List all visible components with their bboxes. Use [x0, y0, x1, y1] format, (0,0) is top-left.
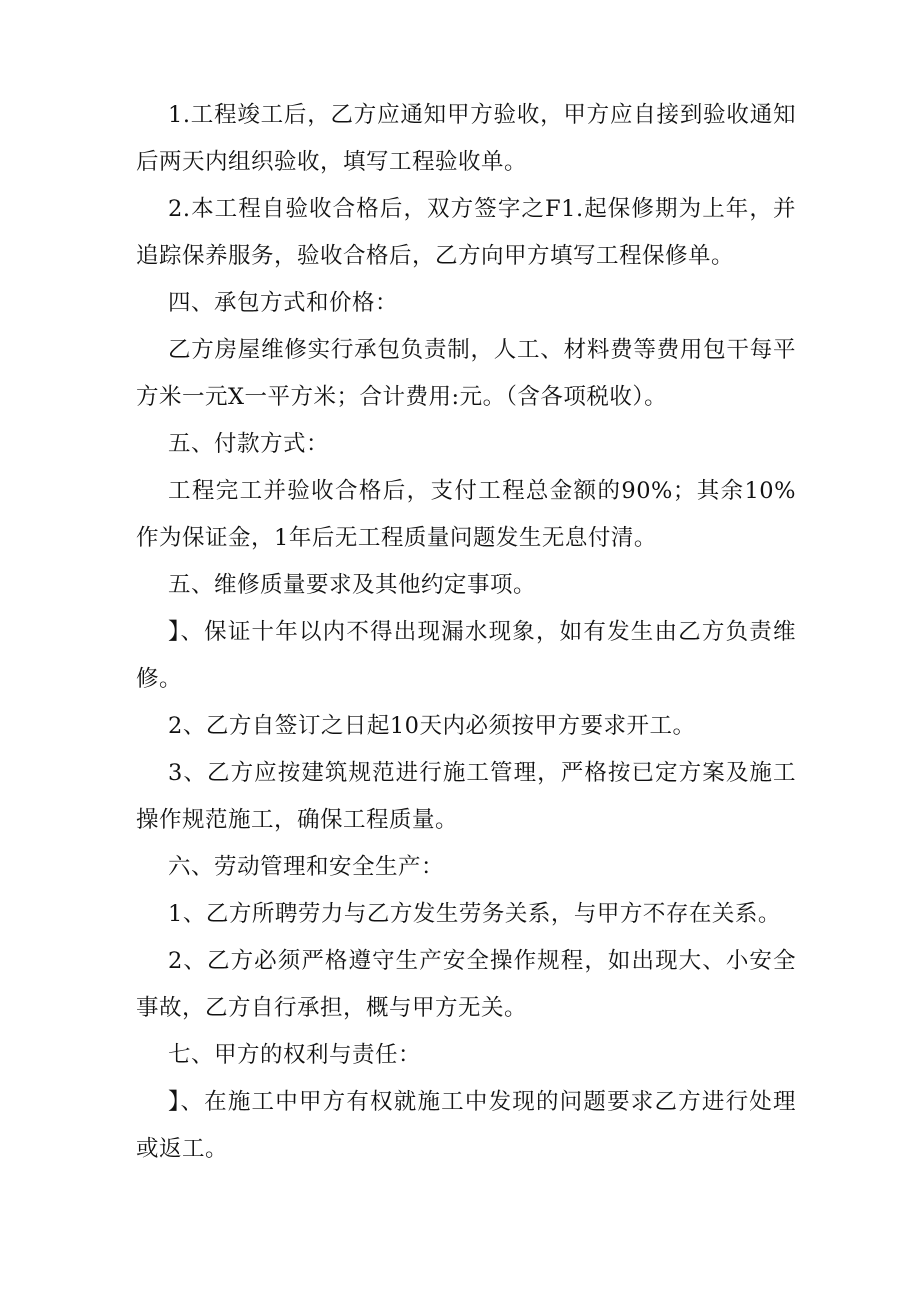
heading-payment-method: 五、付款方式： — [168, 431, 330, 457]
paragraph-quality-item-2: 2、乙方自签订之日起10天内必须按甲方要求开工。 — [168, 713, 696, 739]
paragraph-party-a-item-1: 】、在施工中甲方有权就施工中发现的问题要求乙方进行处理或返工。 — [136, 1089, 796, 1162]
paragraph-quality-item-3: 3、乙方应按建筑规范进行施工管理，严格按已定方案及施工操作规范施工，确保工程质量。 — [136, 760, 796, 833]
paragraph-labor-item-1: 1、乙方所聘劳力与乙方发生劳务关系，与甲方不存在关系。 — [168, 901, 781, 927]
heading-contract-method: 四、承包方式和价格： — [168, 290, 399, 316]
heading-party-a-rights: 七、甲方的权利与责任： — [168, 1042, 422, 1068]
document-body — [136, 92, 796, 1173]
paragraph-labor-item-2: 2、乙方必须严格遵守生产安全操作规程，如出现大、小安全事故，乙方自行承担，概与甲方无关。 — [136, 948, 796, 1021]
paragraph-acceptance: 1.工程竣工后，乙方应通知甲方验收，甲方应自接到验收通知后两天内组织验收，填写工程验收单。 — [136, 102, 796, 175]
paragraph-quality-item-1: 】、保证十年以内不得出现漏水现象，如有发生由乙方负责维修。 — [136, 619, 796, 692]
heading-quality-requirements: 五、维修质量要求及其他约定事项。 — [168, 572, 537, 598]
paragraph-payment-terms: 工程完工并验收合格后，支付工程总金额的90%；其余10%作为保证金，1年后无工程质量问题发生无息付清。 — [136, 478, 796, 551]
paragraph-contract-price: 乙方房屋维修实行承包负责制，人工、材料费等费用包干每平方米一元X一平方米；合计费用:元。（含各项税收）。 — [136, 337, 796, 410]
heading-labor-safety: 六、劳动管理和安全生产： — [168, 854, 445, 880]
paragraph-warranty: 2.本工程自验收合格后，双方签字之F1.起保修期为上年，并追踪保养服务，验收合格后，乙方向甲方填写工程保修单。 — [136, 196, 796, 269]
